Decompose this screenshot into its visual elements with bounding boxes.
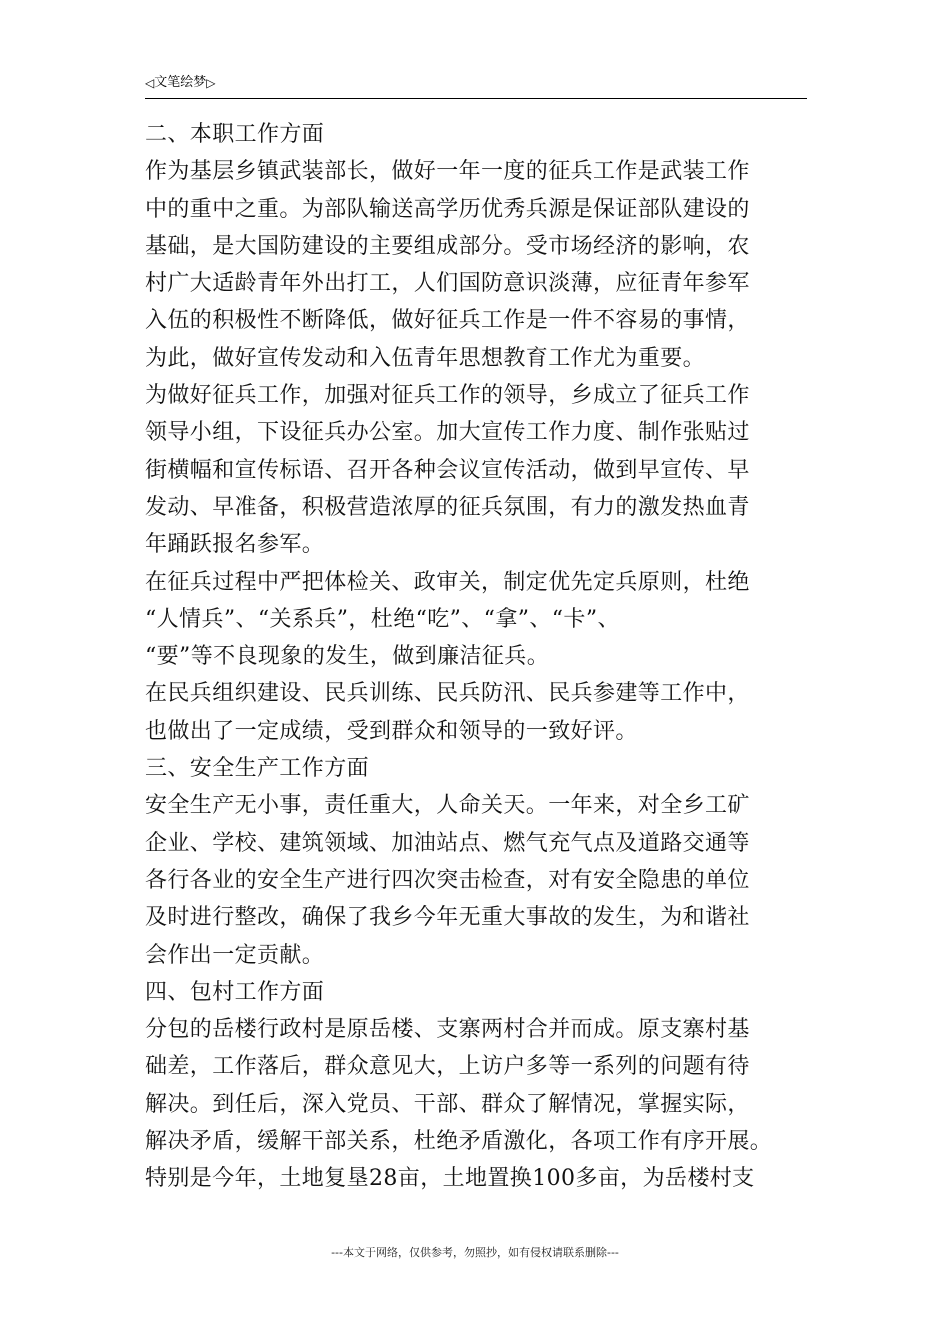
text-line: “要”等不良现象的发生，做到廉洁征兵。: [145, 644, 550, 670]
text-line: 中的重中之重。为部队输送高学历优秀兵源是保证部队建设的: [145, 196, 750, 222]
document-body: [145, 116, 815, 1198]
text-line: “人情兵”、“关系兵”，杜绝“吃”、“拿”、“卡”、: [145, 606, 620, 632]
text-line: 在民兵组织建设、民兵训练、民兵防汛、民兵参建等工作中，: [145, 681, 750, 707]
text-line: 入伍的积极性不断降低，做好征兵工作是一件不容易的事情，: [145, 308, 750, 334]
header-title-group: [145, 74, 215, 92]
text-line: 解决矛盾，缓解干部关系，杜绝矛盾激化，各项工作有序开展。: [145, 1129, 773, 1155]
page-footer: ---本文于网络，仅供参考，勿照抄，如有侵权请联系删除---: [331, 1246, 619, 1259]
text-line: 发动、早准备，积极营造浓厚的征兵氛围，有力的激发热血青: [145, 494, 750, 520]
text-line: 二、本职工作方面: [145, 122, 325, 147]
text-line: 年踊跃报名参军。: [145, 532, 325, 558]
text-line: 础差，工作落后，群众意见大，上访户多等一系列的问题有待: [145, 1054, 750, 1080]
text-line: 基础，是大国防建设的主要组成部分。受市场经济的影响，农: [145, 233, 750, 259]
text-line: 为做好征兵工作，加强对征兵工作的领导，乡成立了征兵工作: [145, 383, 750, 409]
text-line: 为此，做好宣传发动和入伍青年思想教育工作尤为重要。: [145, 345, 706, 371]
right-triangle-icon: ▷: [206, 76, 216, 90]
text-line: 也做出了一定成绩，受到群众和领导的一致好评。: [145, 718, 638, 744]
page-header: [145, 74, 807, 99]
text-line: 街横幅和宣传标语、召开各种会议宣传活动，做到早宣传、早: [145, 457, 750, 483]
text-line: 解决。到任后，深入党员、干部、群众了解情况，掌握实际，: [145, 1091, 750, 1117]
text-line: 各行各业的安全生产进行四次突击检查，对有安全隐患的单位: [145, 867, 750, 893]
text-line: 村广大适龄青年外出打工，人们国防意识淡薄，应征青年参军: [145, 271, 750, 297]
text-line: 作为基层乡镇武装部长，做好一年一度的征兵工作是武装工作: [145, 159, 750, 185]
text-line: 特别是今年，土地复垦28亩，土地置换100多亩，为岳楼村支: [145, 1166, 755, 1192]
text-line: 及时进行整改，确保了我乡今年无重大事故的发生，为和谐社: [145, 905, 750, 931]
text-line: 四、包村工作方面: [145, 979, 325, 1005]
text-line: 分包的岳楼行政村是原岳楼、支寨两村合并而成。原支寨村基: [145, 1017, 750, 1043]
left-triangle-icon: ◁: [145, 76, 155, 90]
text-line: 企业、学校、建筑领域、加油站点、燃气充气点及道路交通等: [145, 830, 750, 856]
header-title: 文笔绘梦: [154, 75, 207, 90]
text-line: 安全生产无小事，责任重大，人命关天。一年来，对全乡工矿: [145, 793, 750, 819]
text-line: 会作出一定贡献。: [145, 942, 325, 968]
text-line: 领导小组，下设征兵办公室。加大宣传工作力度、制作张贴过: [145, 420, 750, 446]
text-line: 三、安全生产工作方面: [145, 756, 370, 782]
text-line: 在征兵过程中严把体检关、政审关，制定优先定兵原则，杜绝: [145, 569, 750, 595]
